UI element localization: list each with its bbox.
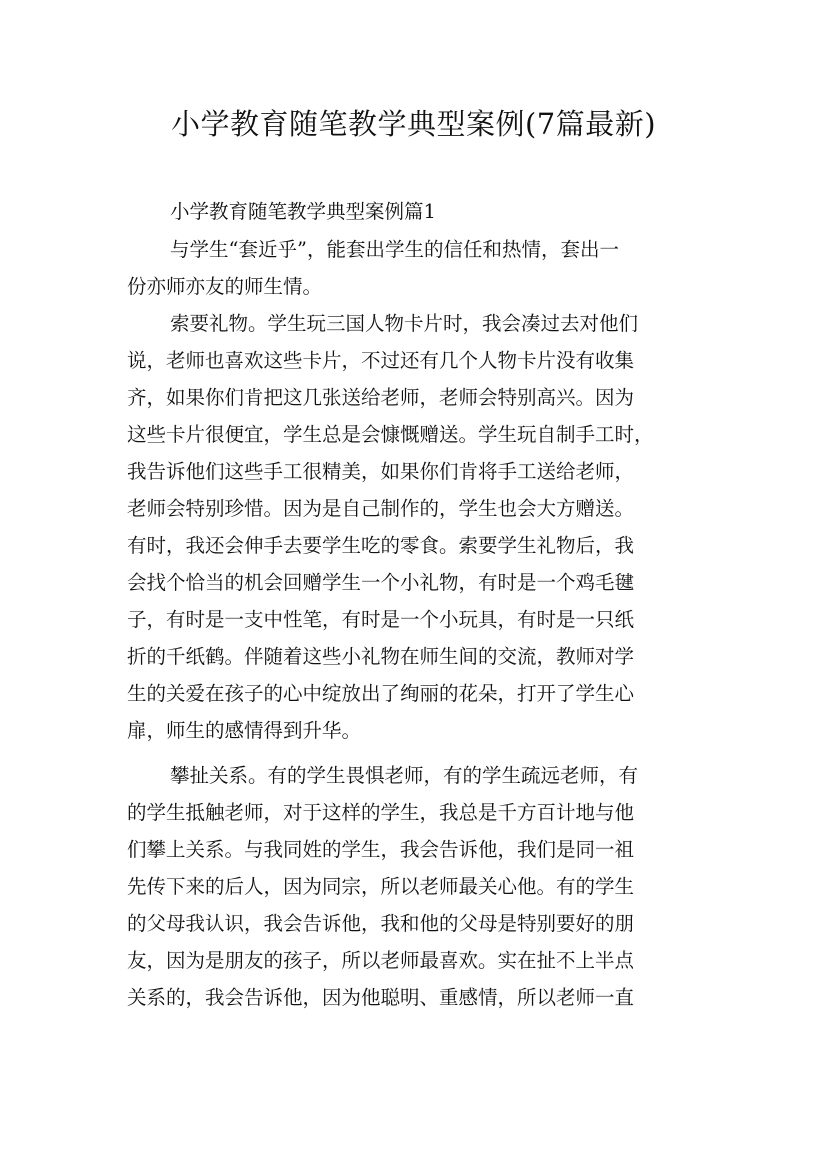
section-heading: 小学教育随笔教学典型案例篇1 xyxy=(170,200,436,223)
text-line: 的父母我认识，我会告诉他，我和他的父母是特别要好的朋 xyxy=(127,912,635,935)
text-line: 折的千纸鹤。伴随着这些小礼物在师生间的交流，教师对学 xyxy=(127,645,635,668)
text-line: 会找个恰当的机会回赠学生一个小礼物，有时是一个鸡毛毽 xyxy=(127,571,635,594)
text-line: 友，因为是朋友的孩子，所以老师最喜欢。实在扯不上半点 xyxy=(127,949,635,972)
text-line: 索要礼物。学生玩三国人物卡片时，我会凑过去对他们 xyxy=(170,312,639,335)
text-line: 生的关爱在孩子的心中绽放出了绚丽的花朵，打开了学生心 xyxy=(127,682,635,705)
text-line: 与学生“套近乎”，能套出学生的信任和热情，套出一 xyxy=(170,238,619,261)
text-line: 份亦师亦友的师生情。 xyxy=(127,275,323,298)
text-line: 先传下来的后人，因为同宗，所以老师最关心他。有的学生 xyxy=(127,875,635,898)
text-line: 我告诉他们这些手工很精美，如果你们肯将手工送给老师， xyxy=(127,460,635,483)
text-line: 这些卡片很便宜，学生总是会慷慨赠送。学生玩自制手工时， xyxy=(127,423,654,446)
text-line: 老师会特别珍惜。因为是自己制作的，学生也会大方赠送。 xyxy=(127,497,635,520)
document-title: 小学教育随笔教学典型案例(7篇最新) xyxy=(170,107,657,141)
text-line: 攀扯关系。有的学生畏惧老师，有的学生疏远老师，有 xyxy=(170,764,639,787)
text-line: 有时，我还会伸手去要学生吃的零食。索要学生礼物后，我 xyxy=(127,534,635,557)
text-line: 子，有时是一支中性笔，有时是一个小玩具，有时是一只纸 xyxy=(127,608,635,631)
text-line: 说，老师也喜欢这些卡片，不过还有几个人物卡片没有收集 xyxy=(127,349,635,372)
text-line: 齐，如果你们肯把这几张送给老师，老师会特别高兴。因为 xyxy=(127,386,635,409)
text-line: 们攀上关系。与我同姓的学生，我会告诉他，我们是同一祖 xyxy=(127,838,635,861)
text-line: 扉，师生的感情得到升华。 xyxy=(127,719,362,742)
text-line: 的学生抵触老师，对于这样的学生，我总是千方百计地与他 xyxy=(127,801,635,824)
text-line: 关系的，我会告诉他，因为他聪明、重感情，所以老师一直 xyxy=(127,986,635,1009)
